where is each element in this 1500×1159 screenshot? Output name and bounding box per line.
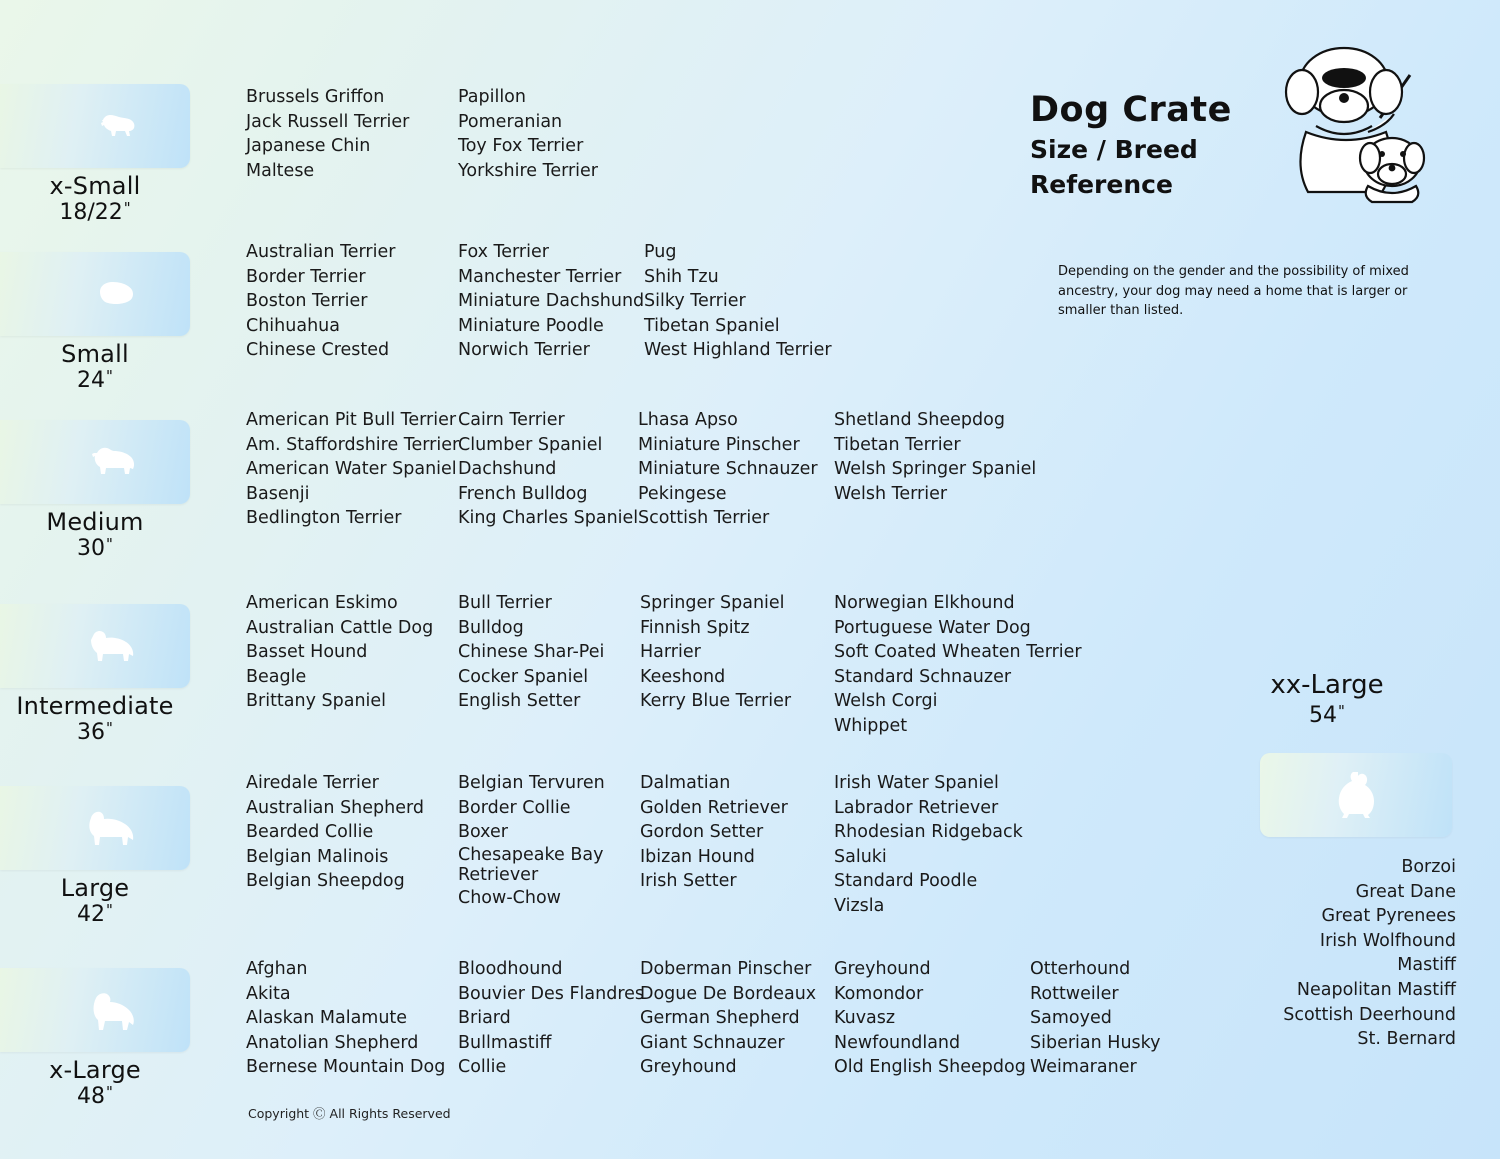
breed-column <box>834 771 1023 919</box>
breed-item: German Shepherd <box>640 1008 800 1029</box>
breed-item: Collie <box>458 1057 507 1078</box>
breed-item: Basenji <box>246 483 310 504</box>
breed-item: Shih Tzu <box>644 266 719 287</box>
size-name: x-Large <box>49 1056 141 1084</box>
size-chip-medium <box>0 420 190 504</box>
breed-item: Siberian Husky <box>1030 1032 1161 1053</box>
breed-item: Miniature Schnauzer <box>638 459 818 480</box>
breed-item: American Pit Bull Terrier <box>246 410 457 430</box>
breed-column <box>458 591 604 714</box>
size-dimension: 30" <box>77 535 113 562</box>
breed-column-xxlarge <box>1196 855 1456 1052</box>
breed-item: Belgian Sheepdog <box>246 871 405 892</box>
size-chip-xlarge <box>0 968 190 1052</box>
breed-item: Border Collie <box>458 797 571 818</box>
breed-item: Chinese Shar-Pei <box>458 642 605 663</box>
breed-item: Bulldog <box>458 617 524 638</box>
breed-item: Soft Coated Wheaten Terrier <box>834 642 1082 663</box>
breed-item: Shetland Sheepdog <box>834 410 1005 430</box>
breed-item: Boston Terrier <box>246 291 368 312</box>
breed-item: Golden Retriever <box>640 797 788 818</box>
breed-column <box>246 591 433 714</box>
size-dimension: 48" <box>77 1083 113 1110</box>
breed-item: Great Dane <box>1355 881 1456 902</box>
breed-item: Belgian Malinois <box>246 846 389 867</box>
breed-item: Australian Cattle Dog <box>246 617 434 638</box>
breed-item: Chesapeake Bay Retriever <box>458 844 604 886</box>
breed-item: Lhasa Apso <box>638 410 738 430</box>
breed-item: Papillon <box>458 87 526 107</box>
breed-item: Pomeranian <box>458 111 563 132</box>
breed-item: Norwegian Elkhound <box>834 593 1015 613</box>
breed-item: Dogue De Bordeaux <box>640 983 817 1004</box>
breed-item: Pug <box>644 242 677 262</box>
dog-silhouette-xsmall-icon <box>98 111 138 141</box>
breed-item: Bullmastiff <box>458 1032 552 1053</box>
breed-item: Silky Terrier <box>644 291 746 312</box>
breed-item: West Highland Terrier <box>644 340 832 361</box>
breed-item: Miniature Pinscher <box>638 434 800 455</box>
breed-item: Airedale Terrier <box>246 773 379 793</box>
size-chip-large <box>0 786 190 870</box>
breed-item: Old English Sheepdog <box>834 1057 1026 1078</box>
size-label-large <box>0 876 190 926</box>
breed-item: Vizsla <box>834 895 885 916</box>
size-scale-column <box>0 0 212 1159</box>
breed-item: Bull Terrier <box>458 593 552 613</box>
breed-column <box>458 240 644 363</box>
breed-item: American Eskimo <box>246 593 398 613</box>
size-label-small <box>0 342 190 392</box>
size-dimension: 24" <box>77 367 113 394</box>
breed-item: Norwich Terrier <box>458 340 590 361</box>
title-line2: Size / Breed <box>1030 135 1198 164</box>
size-chip-xsmall <box>0 84 190 168</box>
breed-item: Tibetan Spaniel <box>644 315 780 336</box>
breed-column <box>458 771 618 910</box>
breed-item: Harrier <box>640 642 701 663</box>
breed-item: Boxer <box>458 822 508 843</box>
breed-item: Tibetan Terrier <box>834 434 961 455</box>
disclaimer-note: Depending on the gender and the possibility of mixed ancestry, your dog may need a home that is larger or smaller than listed. <box>1058 264 1409 318</box>
breed-column <box>458 85 598 183</box>
breed-item: Irish Wolfhound <box>1319 930 1456 951</box>
breed-column <box>246 408 459 531</box>
breed-item: Afghan <box>246 959 308 979</box>
breed-item: Rhodesian Ridgeback <box>834 822 1023 843</box>
breed-item: Scottish Terrier <box>638 508 770 529</box>
size-dimension: 42" <box>77 901 113 928</box>
breed-item: Yorkshire Terrier <box>458 160 598 181</box>
breed-column <box>834 591 1082 739</box>
breed-item: Welsh Corgi <box>834 691 938 712</box>
breed-item: Bloodhound <box>458 959 563 979</box>
breed-item: Rottweiler <box>1030 983 1119 1004</box>
copyright-text: Copyright Ⓒ All Rights Reserved <box>248 1106 451 1121</box>
breed-column <box>1030 957 1161 1080</box>
dog-silhouette-large-icon <box>82 809 138 847</box>
title-line3: Reference <box>1030 170 1173 200</box>
dog-silhouette-intermediate-icon <box>86 628 138 664</box>
size-label-xlarge <box>0 1058 190 1108</box>
breed-item: Giant Schnauzer <box>640 1032 785 1053</box>
breed-column <box>640 771 788 894</box>
breed-item: Whippet <box>834 715 908 736</box>
breed-item: Komondor <box>834 983 924 1004</box>
breed-item: Springer Spaniel <box>640 593 785 613</box>
breed-item: Chow-Chow <box>458 887 561 908</box>
breed-item: Welsh Springer Spaniel <box>834 459 1037 480</box>
size-chip-intermediate <box>0 604 190 688</box>
breed-item: Samoyed <box>1030 1008 1112 1029</box>
size-label-medium <box>0 510 190 560</box>
size-name: x-Small <box>49 172 141 200</box>
breed-item: Akita <box>246 983 291 1004</box>
breed-item: Jack Russell Terrier <box>246 111 410 132</box>
breed-item: Miniature Dachshund <box>458 291 645 312</box>
breed-item: Borzoi <box>1401 857 1456 877</box>
breed-item: Labrador Retriever <box>834 797 999 818</box>
dog-silhouette-xlarge-icon <box>86 990 138 1030</box>
size-name: Small <box>61 340 129 368</box>
breed-column <box>246 240 395 363</box>
breed-column <box>246 957 445 1080</box>
breed-item: Miniature Poodle <box>458 315 604 336</box>
breed-item: Manchester Terrier <box>458 266 622 287</box>
breed-column <box>834 957 1026 1080</box>
breed-item: Dachshund <box>458 459 557 480</box>
breed-item: Ibizan Hound <box>640 846 755 867</box>
breed-item: Otterhound <box>1030 959 1131 979</box>
dog-silhouette-medium-icon <box>90 445 138 479</box>
breed-item: American Water Spaniel <box>246 459 457 480</box>
breed-item: Greyhound <box>640 1057 737 1078</box>
breed-item: Border Terrier <box>246 266 366 287</box>
breed-item: Clumber Spaniel <box>458 434 603 455</box>
breed-item: Irish Setter <box>640 871 737 892</box>
breed-item: Brittany Spaniel <box>246 691 387 712</box>
breed-column <box>644 240 832 363</box>
breed-item: Belgian Tervuren <box>458 773 605 793</box>
breed-item: Toy Fox Terrier <box>458 136 584 157</box>
breed-item: Kuvasz <box>834 1008 896 1029</box>
breed-item: Australian Shepherd <box>246 797 424 818</box>
breed-item: Scottish Deerhound <box>1283 1004 1456 1025</box>
breed-column <box>246 85 409 183</box>
breed-item: Bouvier Des Flandres <box>458 983 645 1004</box>
size-dimension: 54" <box>1309 702 1345 728</box>
breed-column <box>458 408 638 531</box>
breed-item: Cocker Spaniel <box>458 666 589 687</box>
breed-item: St. Bernard <box>1357 1029 1456 1050</box>
breed-item: Gordon Setter <box>640 822 764 843</box>
breed-column <box>640 591 791 714</box>
size-name: Large <box>60 874 130 902</box>
breed-item: Welsh Terrier <box>834 483 948 504</box>
breed-item: Saluki <box>834 846 887 867</box>
breed-item: Weimaraner <box>1030 1057 1137 1078</box>
breed-column <box>640 957 816 1080</box>
breed-item: Beagle <box>246 666 307 687</box>
breed-item: Finnish Spitz <box>640 617 750 638</box>
size-label-intermediate <box>0 694 190 744</box>
size-chip-small <box>0 252 190 336</box>
breed-item: Chihuahua <box>246 315 340 336</box>
title-main: Dog Crate <box>1030 90 1232 130</box>
size-name: xx-Large <box>1270 670 1384 700</box>
breed-item: Australian Terrier <box>246 242 396 262</box>
size-label-xsmall <box>0 174 190 224</box>
breed-item: Chinese Crested <box>246 340 390 361</box>
breed-item: Standard Schnauzer <box>834 666 1012 687</box>
breed-item: Keeshond <box>640 666 726 687</box>
breed-item: Portuguese Water Dog <box>834 617 1031 638</box>
breed-item: Newfoundland <box>834 1032 961 1053</box>
breed-item: Am. Staffordshire Terrier <box>246 434 460 455</box>
breed-item: Pekingese <box>638 483 727 504</box>
breed-item: Bearded Collie <box>246 822 374 843</box>
breed-item: Anatolian Shepherd <box>246 1032 419 1053</box>
breed-item: Briard <box>458 1008 511 1029</box>
breed-item: King Charles Spaniel <box>458 508 639 529</box>
size-dimension: 18/22" <box>59 199 131 226</box>
breed-item: Alaskan Malamute <box>246 1008 408 1029</box>
dog-silhouette-small-icon <box>94 278 138 310</box>
breed-item: Greyhound <box>834 959 931 979</box>
breed-item: Brussels Griffon <box>246 87 385 107</box>
size-label-xxlarge <box>1202 670 1452 728</box>
breed-item: Irish Water Spaniel <box>834 773 999 793</box>
size-name: Intermediate <box>16 692 174 720</box>
size-dimension: 36" <box>77 719 113 746</box>
breed-item: Mastiff <box>1397 955 1456 976</box>
breed-column <box>638 408 818 531</box>
breed-item: French Bulldog <box>458 483 588 504</box>
breed-item: Neapolitan Mastiff <box>1296 979 1456 1000</box>
size-chip-xxlarge <box>1260 753 1452 837</box>
breed-item: English Setter <box>458 691 581 712</box>
breed-item: Fox Terrier <box>458 242 549 262</box>
breed-item: Bedlington Terrier <box>246 508 402 529</box>
breed-item: Basset Hound <box>246 642 368 663</box>
breed-item: Kerry Blue Terrier <box>640 691 792 712</box>
breed-column <box>458 957 644 1080</box>
size-name: Medium <box>46 508 144 536</box>
breed-item: Maltese <box>246 160 315 181</box>
breed-item: Japanese Chin <box>246 136 371 157</box>
breed-item: Standard Poodle <box>834 871 978 892</box>
breed-column <box>834 408 1036 506</box>
breed-item: Bernese Mountain Dog <box>246 1057 446 1078</box>
breed-item: Great Pyrenees <box>1321 906 1456 927</box>
breed-item: Dalmatian <box>640 773 731 793</box>
breed-item: Cairn Terrier <box>458 410 565 430</box>
breed-item: Doberman Pinscher <box>640 959 812 979</box>
dog-silhouette-xxlarge-icon <box>1328 772 1384 818</box>
breed-column <box>246 771 424 894</box>
